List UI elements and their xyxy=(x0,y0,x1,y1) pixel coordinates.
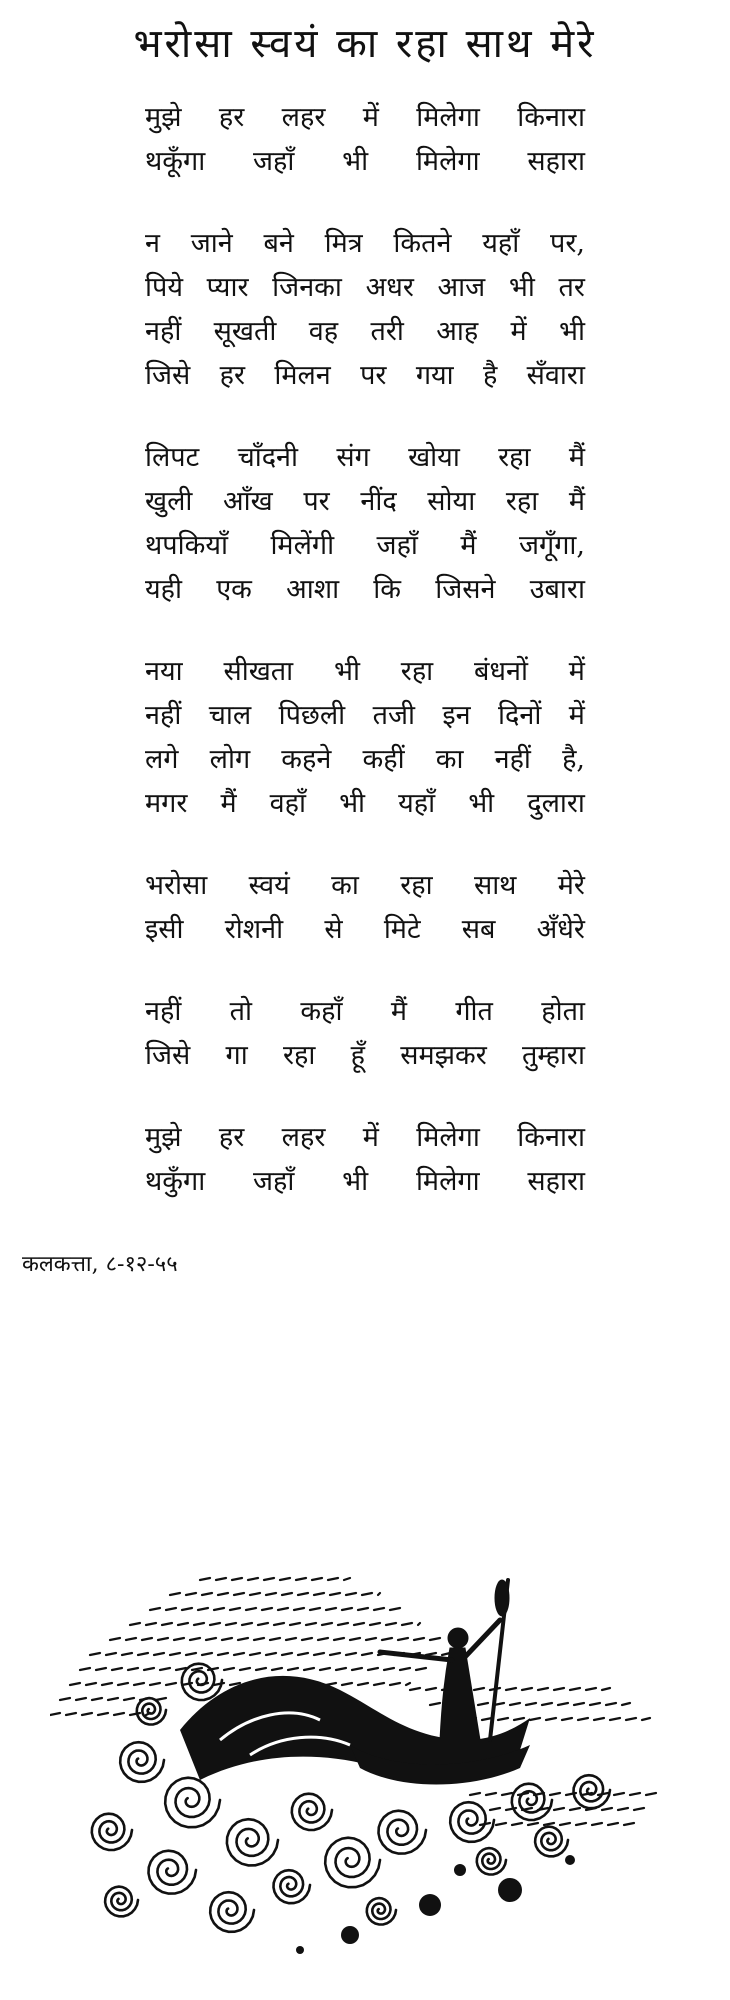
poem-word: गया xyxy=(415,360,454,391)
poem-word: दुलारा xyxy=(527,788,585,819)
poem-line xyxy=(145,222,585,266)
poem-word: तजी xyxy=(372,700,415,731)
poem-word: सूखती xyxy=(213,316,277,347)
poem-word: संग xyxy=(336,442,370,473)
poem-word: जिसने xyxy=(435,574,496,605)
poem-word: में xyxy=(510,316,527,347)
poem-word: आज xyxy=(437,272,486,303)
poem-word: मगर xyxy=(145,788,188,819)
poem-word: तर xyxy=(558,272,585,303)
poem-word: मित्र xyxy=(324,228,363,259)
poem-word: कितने xyxy=(393,228,452,259)
poem-word: खुली xyxy=(145,486,193,517)
poem-word: चाँदनी xyxy=(237,442,299,473)
poem-word: स्वयं xyxy=(248,870,290,901)
poem-word: कि xyxy=(373,574,402,605)
poem-word: रहा xyxy=(282,1040,316,1071)
poem-word: यही xyxy=(145,574,182,605)
poem-word: प्यार xyxy=(206,272,249,303)
poem-line xyxy=(145,436,585,480)
poem-word: मुझे xyxy=(145,102,182,133)
poem-word: इन xyxy=(442,700,471,731)
stanza xyxy=(145,436,585,612)
poem-word: मिटे xyxy=(383,914,421,945)
poem-word: भी xyxy=(468,788,495,819)
poem-word: खोया xyxy=(408,442,460,473)
poem-word: पर xyxy=(303,486,330,517)
poem-word: किनारा xyxy=(517,1122,585,1153)
poem-word: सँवारा xyxy=(526,360,585,391)
poem-word: भी xyxy=(342,1166,369,1197)
poem-word: मैं xyxy=(460,530,477,561)
stanza xyxy=(145,1116,585,1204)
poem-line xyxy=(145,266,585,310)
poem-word: लिपट xyxy=(145,442,200,473)
poem-line xyxy=(145,140,585,184)
poem-word: जहाँ xyxy=(252,146,295,177)
poem-word: नहीं xyxy=(145,700,182,731)
poem-word: पिये xyxy=(145,272,183,303)
poem-word: नया xyxy=(145,656,183,687)
poem-word: समझकर xyxy=(400,1040,487,1071)
poem-word: यहाँ xyxy=(482,228,520,259)
stanza xyxy=(145,864,585,952)
poem-line xyxy=(145,1160,585,1204)
poem-word: मैं xyxy=(568,442,585,473)
poem-body xyxy=(145,96,585,1242)
poem-word: सहारा xyxy=(527,1166,585,1197)
poem-word: में xyxy=(568,700,585,731)
stanza xyxy=(145,222,585,398)
poem-word: कहीं xyxy=(362,744,405,775)
poem-word: कहाँ xyxy=(300,996,343,1027)
poem-word: जहाँ xyxy=(252,1166,295,1197)
poem-line xyxy=(145,568,585,612)
poem-word: मिलन xyxy=(274,360,331,391)
stanza xyxy=(145,96,585,184)
poem-word: मिलेगा xyxy=(415,1166,480,1197)
poem-word: लहर xyxy=(281,1122,326,1153)
poem-line xyxy=(145,694,585,738)
poem-line xyxy=(145,782,585,826)
poem-word: जिसे xyxy=(145,360,191,391)
poem-word: सहारा xyxy=(527,146,585,177)
poem-word: चाल xyxy=(208,700,252,731)
poem-word: हूँ xyxy=(350,1040,365,1071)
poem-word: मुझे xyxy=(145,1122,182,1153)
poem-word: रहा xyxy=(400,656,434,687)
poem-word: है, xyxy=(562,744,585,775)
poem-word: नींद xyxy=(360,486,397,517)
poem-word: रहा xyxy=(400,870,433,901)
poem-word: गीत xyxy=(455,996,493,1027)
poem-word: मेरे xyxy=(557,870,585,901)
poem-word: आँख xyxy=(223,486,273,517)
poem-word: बंधनों xyxy=(473,656,528,687)
poem-word: सब xyxy=(461,914,496,945)
poem-word: जगूँगा, xyxy=(518,530,585,561)
poem-word: जिसे xyxy=(145,1040,191,1071)
poem-line xyxy=(145,354,585,398)
poem-word: का xyxy=(435,744,464,775)
poem-word: से xyxy=(324,914,343,945)
poem-word: साथ xyxy=(473,870,517,901)
poem-word: भी xyxy=(333,656,360,687)
poem-word: नहीं xyxy=(494,744,531,775)
poem-word: मैं xyxy=(390,996,407,1027)
poem-word: न xyxy=(145,228,160,259)
poem-word: नहीं xyxy=(145,316,182,347)
poem-word: लगे xyxy=(145,744,179,775)
poem-word: में xyxy=(568,656,585,687)
poem-word: अधर xyxy=(365,272,414,303)
poem-word: होता xyxy=(541,996,585,1027)
poem-word: भी xyxy=(508,272,535,303)
poem-word: इसी xyxy=(145,914,184,945)
poem-word: हर xyxy=(218,1122,245,1153)
poem-word: में xyxy=(362,1122,379,1153)
stanza xyxy=(145,990,585,1078)
poem-word: मैं xyxy=(220,788,237,819)
poem-word: नहीं xyxy=(145,996,182,1027)
stanza xyxy=(145,650,585,826)
poem-word: मैं xyxy=(568,486,585,517)
poem-word: तरी xyxy=(370,316,404,347)
poem-word: जहाँ xyxy=(376,530,418,561)
poem-word: सोया xyxy=(427,486,476,517)
poem-word: भी xyxy=(342,146,369,177)
poem-word: तुम्हारा xyxy=(522,1040,585,1071)
poem-word: दिनों xyxy=(498,700,542,731)
poem-word: गा xyxy=(225,1040,248,1071)
poem-word: भी xyxy=(339,788,366,819)
poem-word: मिलेगा xyxy=(415,146,480,177)
poem-word: एक xyxy=(216,574,252,605)
poem-word: थकुँगा xyxy=(145,1166,206,1197)
poem-word: वह xyxy=(308,316,339,347)
poem-word: पिछली xyxy=(278,700,346,731)
place-date: कलकत्ता, ८-१२-५५ xyxy=(22,1252,178,1277)
poem-word: का xyxy=(331,870,359,901)
poem-line xyxy=(145,310,585,354)
poem-word: मिलेंगी xyxy=(270,530,335,561)
poem-line xyxy=(145,738,585,782)
poem-word: सीखता xyxy=(223,656,294,687)
poem-word: थकूँगा xyxy=(145,146,206,177)
poem-word: कहने xyxy=(281,744,332,775)
poem-line xyxy=(145,1116,585,1160)
poem-word: अँधेरे xyxy=(536,914,585,945)
poem-word: यहाँ xyxy=(398,788,436,819)
poem-word: आशा xyxy=(286,574,340,605)
poem-word: हर xyxy=(218,102,245,133)
poem-word: लहर xyxy=(281,102,326,133)
poem-word: आह xyxy=(436,316,479,347)
poem-word: किनारा xyxy=(517,102,585,133)
poem-word: जिनका xyxy=(272,272,342,303)
poem-line xyxy=(145,908,585,952)
poem-word: मिलेगा xyxy=(416,102,480,133)
poem-word: थपकियाँ xyxy=(145,530,228,561)
poem-word: में xyxy=(362,102,379,133)
poem-word: लोग xyxy=(209,744,251,775)
poem-line xyxy=(145,1034,585,1078)
poem-word: रोशनी xyxy=(224,914,284,945)
poem-word: रहा xyxy=(498,442,531,473)
poem-word: पर xyxy=(360,360,387,391)
poem-title: भरोसा स्वयं का रहा साथ मेरे xyxy=(133,21,597,67)
poem-word: भी xyxy=(559,316,585,347)
poem-line xyxy=(145,990,585,1034)
poem-word: वहाँ xyxy=(269,788,307,819)
poem-word: मिलेगा xyxy=(416,1122,480,1153)
poem-word: भरोसा xyxy=(145,870,208,901)
poem-word: पर, xyxy=(549,228,585,259)
boat-on-waves-illustration xyxy=(50,1540,670,1980)
poem-word: रहा xyxy=(505,486,539,517)
poem-line xyxy=(145,480,585,524)
poem-line xyxy=(145,96,585,140)
poem-word: है xyxy=(483,360,498,391)
poem-line xyxy=(145,650,585,694)
poem-word: बने xyxy=(263,228,294,259)
poem-word: हर xyxy=(219,360,245,391)
poem-line xyxy=(145,524,585,568)
poem-word: जाने xyxy=(190,228,233,259)
poem-word: तो xyxy=(229,996,253,1027)
poem-word: उबारा xyxy=(529,574,585,605)
poem-line xyxy=(145,864,585,908)
